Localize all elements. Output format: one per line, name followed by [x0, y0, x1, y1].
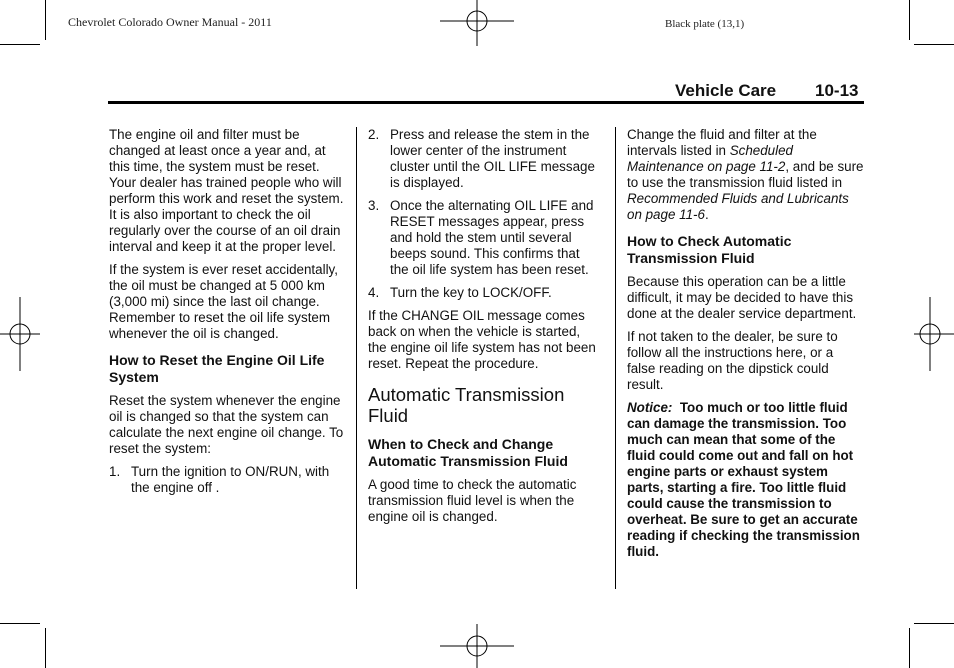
column-divider: [615, 127, 616, 589]
notice-block: [627, 400, 865, 560]
list-item: [368, 127, 600, 191]
crop-mark: [0, 623, 40, 624]
paragraph: The engine oil and filter must be changed at least once a year and, at this time, the system must be reset. Your dealer has trained people who will perform this work and reset the system. It is also important to check the oil regularly over the course of an oil drain interval and keep it at the proper level.: [109, 127, 344, 254]
list-text: Turn the ignition to ON/RUN, with the engine off .: [131, 464, 330, 495]
list-text: Press and release the stem in the lower center of the instrument cluster until the OIL LIFE message is displayed.: [390, 127, 595, 190]
paragraph: [627, 127, 865, 223]
crop-mark: [914, 44, 954, 45]
crop-mark: [914, 623, 954, 624]
heading-reset-oil-life: How to Reset the Engine Oil Life System: [109, 352, 325, 385]
crop-mark: [0, 44, 40, 45]
list-number: 1.: [109, 464, 121, 479]
cross-reference-link[interactable]: Scheduled Maintenance on page 11-2: [627, 143, 794, 174]
plate-label: Black plate (13,1): [665, 18, 745, 30]
list-number: 4.: [368, 285, 380, 300]
list-text: Turn the key to LOCK/OFF.: [390, 285, 552, 300]
crop-mark: [909, 628, 910, 668]
paragraph: A good time to check the automatic transmission fluid level is when the engine oil is changed.: [368, 477, 577, 524]
paragraph: Reset the system whenever the engine oil is changed so that the system can calculate the next engine oil change. To reset the system:: [109, 393, 344, 456]
header-rule: [108, 101, 864, 104]
registration-mark-top: [440, 0, 514, 46]
paragraph: If the system is ever reset accidentally, the oil must be changed at 5 000 km (3,000 mi) since the last oil change. Remember to reset the oil life system whenever the oil is changed.: [109, 262, 338, 341]
section-title: Vehicle Care: [675, 81, 777, 100]
column-divider: [356, 127, 357, 589]
crop-mark: [909, 0, 910, 40]
paragraph: If the CHANGE OIL message comes back on when the vehicle is started, the engine oil life system has not been reset. Repeat the procedure.: [368, 308, 596, 371]
list-number: 2.: [368, 127, 380, 142]
notice-text: Too much or too little fluid can damage the transmission. Too much can mean that some of the fluid could come out and fall on hot engine parts or exhaust system parts, starting a fire. Too little fluid could cause the transmission to overheat. Be sure to get an accurate reading if checking the transmission fluid.: [627, 400, 860, 559]
list-item: [368, 285, 600, 301]
registration-mark-left: [0, 297, 46, 371]
registration-mark-bottom: [440, 624, 514, 668]
crop-mark: [45, 628, 46, 668]
manual-title: Chevrolet Colorado Owner Manual - 2011: [68, 15, 272, 29]
column-2: [368, 127, 600, 532]
notice-label: Notice:: [627, 400, 673, 415]
crop-mark: [45, 0, 46, 40]
paragraph: Because this operation can be a little difficult, it may be decided to have this done at the dealer service department.: [627, 274, 857, 321]
column-1: [109, 127, 347, 503]
list-item: [368, 198, 600, 278]
text-run: , and be sure to use the transmission fluid listed in: [627, 159, 864, 190]
heading-how-to-check: How to Check Automatic Transmission Fluid: [627, 233, 792, 266]
page-number: 10-13: [815, 81, 859, 100]
column-3: [627, 127, 865, 567]
list-text: Once the alternating OIL LIFE and RESET messages appear, press and hold the stem until several beeps sound. This confirms that the oil life system has been reset.: [390, 198, 594, 277]
heading-when-to-check: When to Check and Change Automatic Transmission Fluid: [368, 436, 568, 469]
list-number: 3.: [368, 198, 380, 213]
text-run: Change the fluid and filter at the intervals listed in: [627, 127, 817, 158]
list-item: [109, 464, 347, 496]
paragraph: If not taken to the dealer, be sure to follow all the instructions here, or a false reading on the dipstick could result.: [627, 329, 838, 392]
heading-automatic-transmission-fluid: Automatic Transmission Fluid: [368, 384, 565, 426]
text-run: .: [704, 207, 709, 222]
registration-mark-right: [908, 297, 954, 371]
cross-reference-link[interactable]: Recommended Fluids and Lubricants on page 11-6: [627, 191, 849, 222]
